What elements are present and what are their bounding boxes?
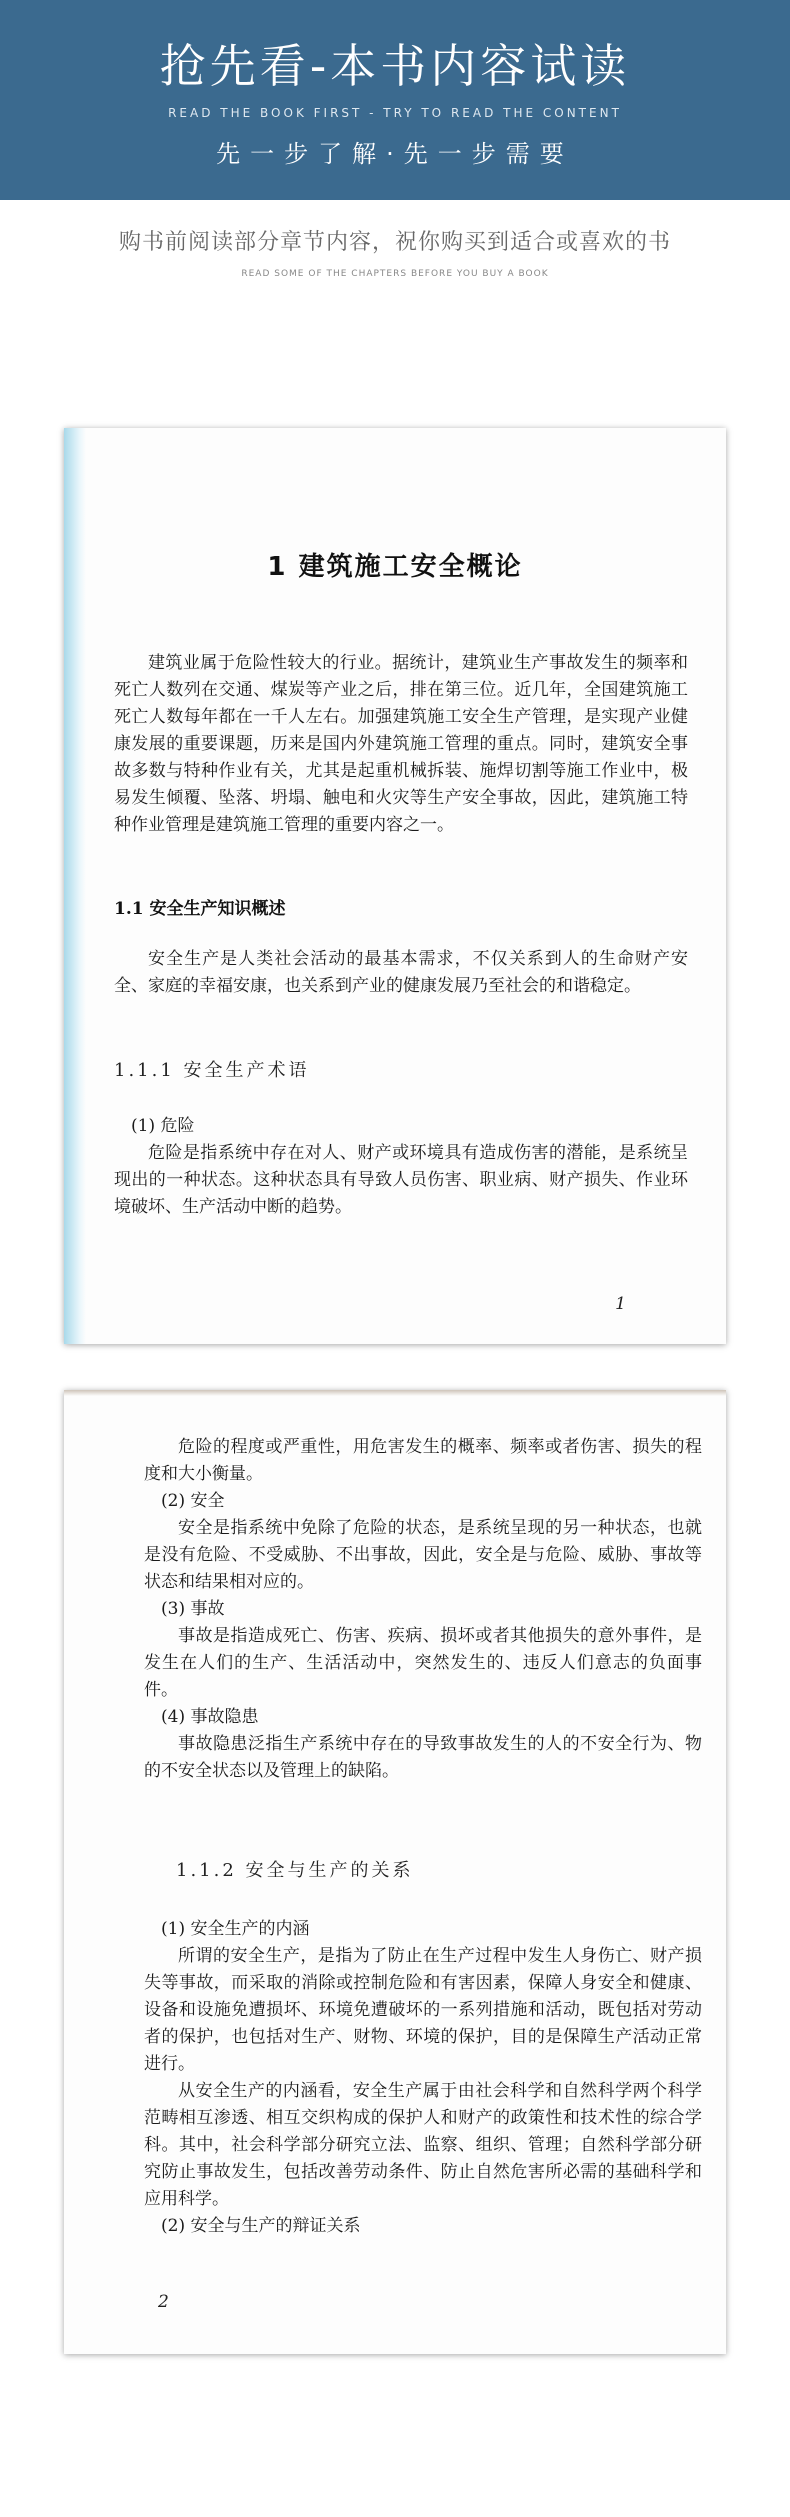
section-heading-1-1-1: 1.1.1 安全生产术语 [114,1060,310,1081]
banner-subtitle-en: READ THE BOOK FIRST - TRY TO READ THE CONTENT [168,106,622,120]
banner-tagline: 先一步了解·先一步需要 [216,140,574,168]
intro-text: 购书前阅读部分章节内容，祝你购买到适合或喜欢的书 [118,230,671,255]
item-label-safety: (2) 安全 [161,1491,225,1511]
header-banner [0,0,790,200]
item-label-hazard: (4) 事故隐患 [161,1707,259,1727]
item-text-accident: 事故是指造成死亡、伤害、疾病、损坏或者其他损失的意外事件，是发生在人们的生产、生活活动中，突然发生的、违反人们意志的负面事件。 [144,1626,702,1700]
page-2-body-top [144,1434,702,1785]
page-2-body-bottom [144,1916,702,2240]
section-1-1-paragraph: 安全生产是人类社会活动的最基本需求，不仅关系到人的生命财产安全、家庭的幸福安康，也关系到产业的健康发展乃至社会的和谐稳定。 [114,949,688,996]
item-text-hazard: 事故隐患泛指生产系统中存在的导致事故发生的人的不安全行为、物的不安全状态以及管理上的缺陷。 [144,1734,702,1781]
intro-text-en: READ SOME OF THE CHAPTERS BEFORE YOU BUY A BOOK [241,269,549,279]
page-number: 1 [615,1294,626,1314]
section-1-1-1-body [114,1113,688,1221]
item-text-danger: 危险是指系统中存在对人、财产或环境具有造成伤害的潜能，是系统呈现出的一种状态。这种状态具有导致人员伤害、职业病、财产损失、作业环境破坏、生产活动中断的趋势。 [114,1143,688,1217]
section-1-1-body [114,946,688,1000]
chapter-title: 1 建筑施工安全概论 [267,552,523,582]
item-text-safety: 安全是指系统中免除了危险的状态，是系统呈现的另一种状态，也就是没有危险、不受威胁、不出事故，因此，安全是与危险、威胁、事故等状态和结果相对应的。 [144,1518,702,1592]
section-heading-1-1: 1.1 安全生产知识概述 [114,899,286,919]
sub-label-dialectic: (2) 安全与生产的辩证关系 [161,2216,361,2236]
chapter-intro-paragraph: 建筑业属于危险性较大的行业。据统计，建筑业生产事故发生的频率和死亡人数列在交通、煤炭等产业之后，排在第三位。近几年，全国建筑施工死亡人数每年都在一千人左右。加强建筑施工安全生产管理，是实现产业健康发展的重要课题，历来是国内外建筑施工管理的重点。同时，建筑安全事故多数与特种作业有关，尤其是起重机械拆装、施焊切割等施工作业中，极易发生倾覆、坠落、坍塌、触电和火灾等生产安全事故，因此，建筑施工特种作业管理是建筑施工管理的重要内容之一。 [114,653,688,835]
book-page-2 [64,1390,726,2354]
page-number: 2 [158,2292,169,2312]
book-page-1 [64,428,726,1344]
banner-title: 抢先看-本书内容试读 [159,39,631,93]
danger-continued-paragraph: 危险的程度或严重性，用危害发生的概率、频率或者伤害、损失的程度和大小衡量。 [144,1437,702,1484]
sub-text-connotation-b: 从安全生产的内涵看，安全生产属于由社会科学和自然科学两个科学范畴相互渗透、相互交织构成的保护人和财产的政策性和技术性的综合学科。其中，社会科学部分研究立法、监察、组织、管理；自然科学部分研究防止事故发生，包括改善劳动条件、防止自然危害所必需的基础科学和应用科学。 [144,2081,702,2209]
item-label-danger: (1) 危险 [131,1116,195,1136]
chapter-intro [114,650,688,839]
item-label-accident: (3) 事故 [161,1599,225,1619]
section-heading-1-1-2: 1.1.2 安全与生产的关系 [176,1860,414,1881]
sub-text-connotation-a: 所谓的安全生产，是指为了防止在生产过程中发生人身伤亡、财产损失等事故，而采取的消除或控制危险和有害因素，保障人身安全和健康、设备和设施免遭损坏、环境免遭破坏的一系列措施和活动，既包括对劳动者的保护，也包括对生产、财物、环境的保护，目的是保障生产活动正常进行。 [144,1946,702,2074]
sub-label-connotation: (1) 安全生产的内涵 [161,1919,310,1939]
